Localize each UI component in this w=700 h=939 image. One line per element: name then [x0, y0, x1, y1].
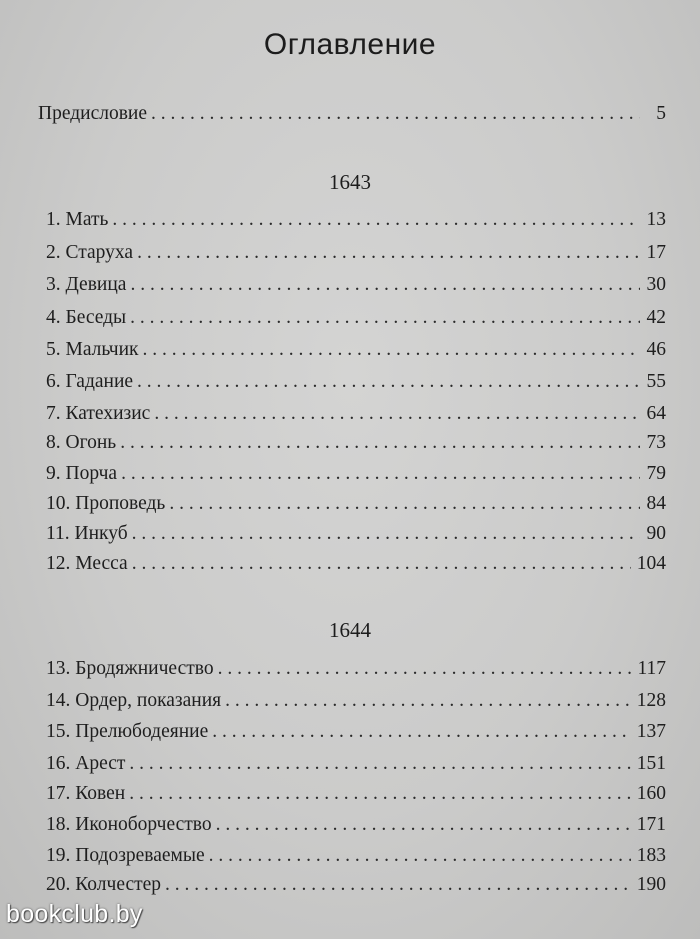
toc-entry-preface	[38, 100, 666, 128]
dot-leader	[143, 336, 640, 364]
entry-page-number: 104	[636, 553, 666, 574]
entry-label: 20. Колчестер	[46, 874, 162, 895]
dot-leader	[121, 460, 640, 488]
entry-page-number: 190	[636, 874, 666, 895]
entry-label: 2. Старуха	[46, 242, 134, 263]
entry-label: 19. Подозреваемые	[46, 845, 205, 866]
toc-entry	[46, 400, 666, 428]
dot-leader	[209, 842, 631, 870]
entry-label: 12. Месса	[46, 553, 128, 574]
entry-label: 3. Девица	[46, 274, 127, 295]
dot-leader	[129, 750, 630, 778]
dot-leader	[132, 550, 631, 578]
dot-leader	[129, 780, 631, 808]
dot-leader	[132, 520, 640, 548]
toc-entry	[46, 490, 666, 518]
section-year-1643: 1643	[329, 170, 371, 194]
entry-label: 13. Бродяжничество	[46, 658, 214, 679]
toc-entry	[46, 811, 666, 839]
dot-leader	[218, 655, 632, 683]
entry-label: 15. Прелюбодеяние	[46, 721, 209, 742]
entry-label: 18. Иконоборчество	[46, 814, 212, 835]
watermark-text: bookclub.by	[6, 900, 143, 928]
entry-label: 9. Порча	[46, 463, 118, 484]
dot-leader	[137, 239, 640, 267]
entry-page-number: 90	[646, 523, 666, 544]
entry-page-number: 128	[636, 690, 666, 711]
dot-leader	[130, 304, 640, 332]
entry-page-number: 5	[656, 103, 666, 124]
entry-page-number: 117	[637, 658, 666, 679]
toc-entry	[46, 304, 666, 332]
entry-page-number: 137	[636, 721, 666, 742]
entry-label: 11. Инкуб	[46, 523, 128, 544]
toc-entry	[46, 718, 666, 746]
entry-page-number: 30	[646, 274, 666, 295]
entry-page-number: 46	[646, 339, 666, 360]
entry-page-number: 79	[646, 463, 666, 484]
dot-leader	[169, 490, 640, 518]
dot-leader	[151, 100, 640, 128]
dot-leader	[225, 687, 631, 715]
toc-entry	[46, 687, 666, 715]
entry-label: 6. Гадание	[46, 371, 134, 392]
entry-label: 5. Мальчик	[46, 339, 139, 360]
toc-entry	[46, 206, 666, 234]
toc-entry	[46, 336, 666, 364]
entry-page-number: 13	[646, 209, 666, 230]
toc-entry	[46, 271, 666, 299]
dot-leader	[120, 429, 640, 457]
toc-entry	[46, 871, 666, 899]
toc-title: Оглавление	[263, 28, 437, 61]
toc-entry	[46, 842, 666, 870]
entry-page-number: 151	[636, 753, 666, 774]
toc-entry	[46, 429, 666, 457]
entry-label: 1. Мать	[46, 209, 109, 230]
entry-label: 4. Беседы	[46, 307, 127, 328]
entry-page-number: 183	[636, 845, 666, 866]
entry-page-number: 17	[646, 242, 666, 263]
toc-entry	[46, 460, 666, 488]
entry-label: 16. Арест	[46, 753, 126, 774]
toc-entry	[46, 550, 666, 578]
toc-entry	[46, 655, 666, 683]
entry-page-number: 42	[646, 307, 666, 328]
dot-leader	[212, 718, 631, 746]
entry-label: Предисловие	[38, 103, 148, 124]
toc-entry	[46, 368, 666, 396]
entry-page-number: 160	[636, 783, 666, 804]
dot-leader	[165, 871, 631, 899]
entry-label: 14. Ордер, показания	[46, 690, 222, 711]
entry-label: 8. Огонь	[46, 432, 117, 453]
toc-entry	[46, 780, 666, 808]
entry-label: 17. Ковен	[46, 783, 126, 804]
toc-entry	[46, 520, 666, 548]
entry-label: 10. Проповедь	[46, 493, 166, 514]
section-year-1644: 1644	[329, 618, 371, 642]
entry-page-number: 64	[646, 403, 666, 424]
dot-leader	[216, 811, 631, 839]
dot-leader	[154, 400, 640, 428]
entry-label: 7. Катехизис	[46, 403, 151, 424]
toc-entry	[46, 750, 666, 778]
entry-page-number: 73	[646, 432, 666, 453]
dot-leader	[137, 368, 640, 396]
entry-page-number: 171	[636, 814, 666, 835]
dot-leader	[130, 271, 640, 299]
dot-leader	[112, 206, 640, 234]
entry-page-number: 84	[646, 493, 666, 514]
toc-entry	[46, 239, 666, 267]
entry-page-number: 55	[646, 371, 666, 392]
